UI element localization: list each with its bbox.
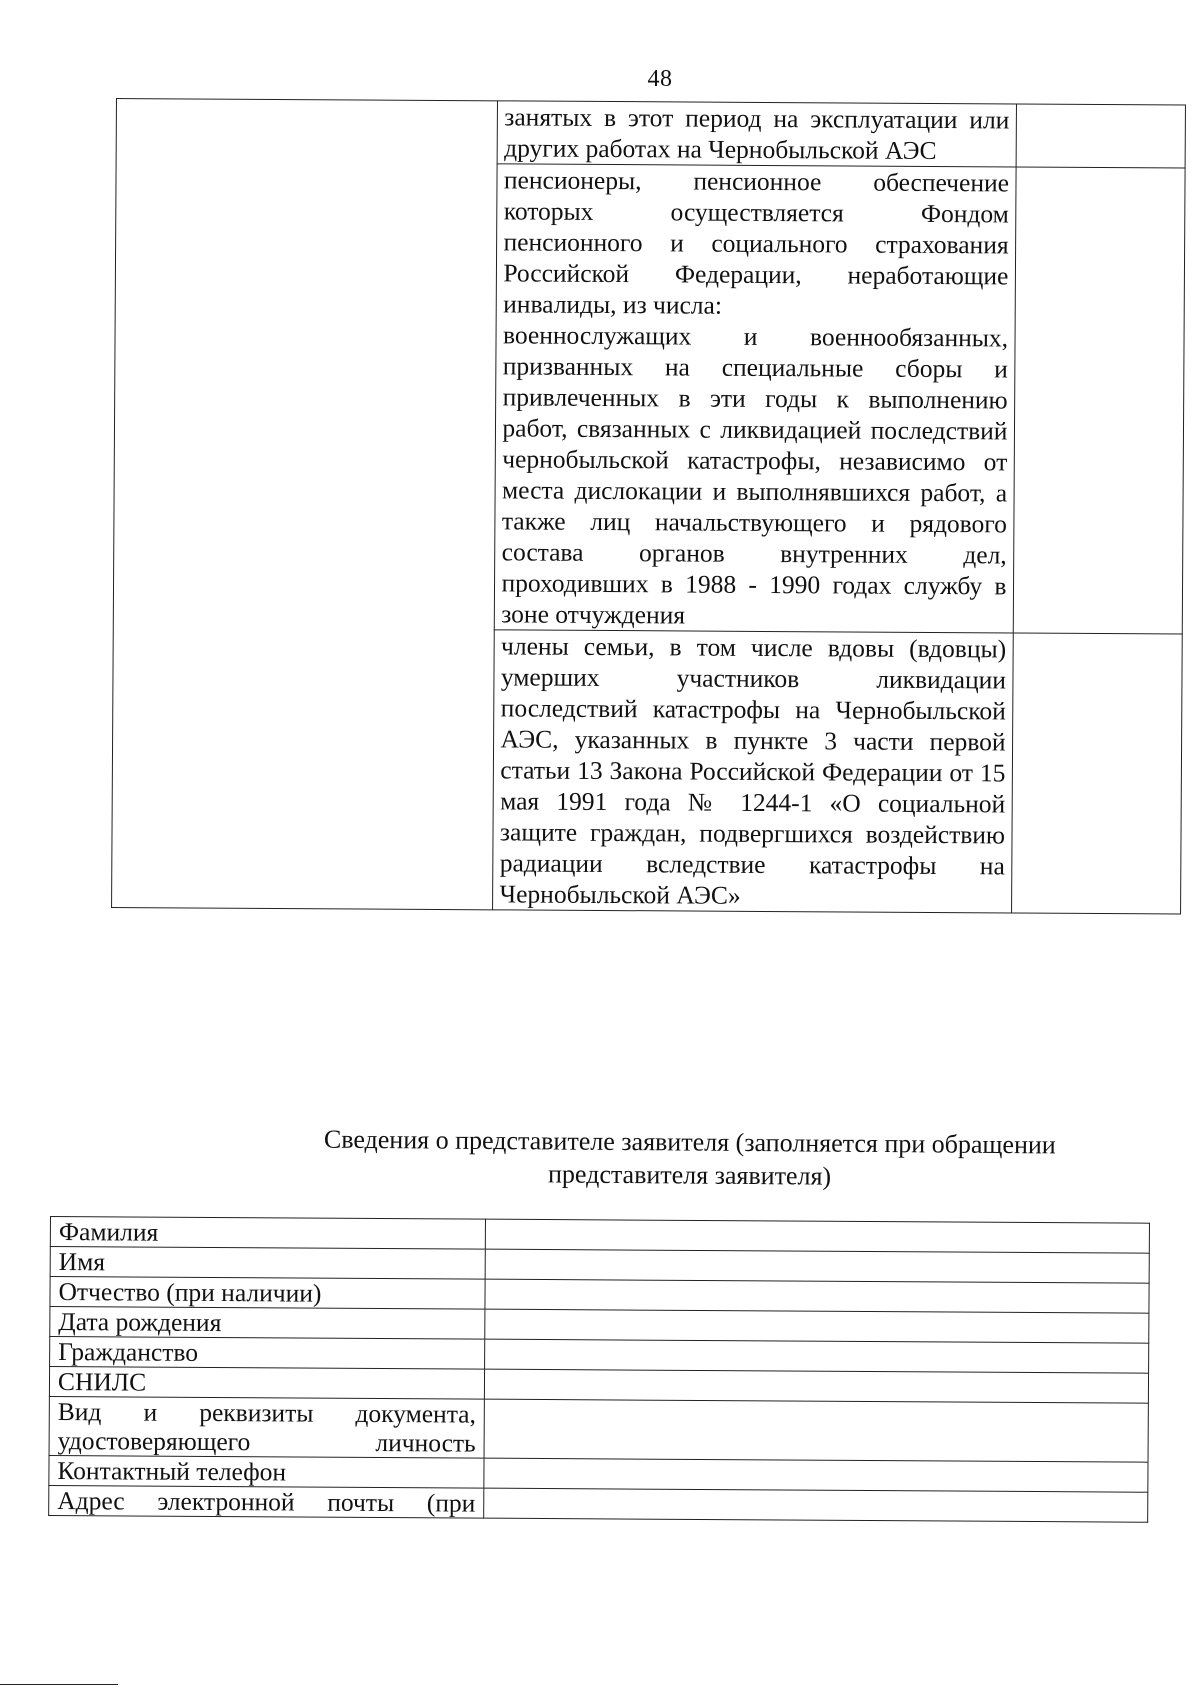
- table-row: [116, 99, 1185, 169]
- field-value-surname[interactable]: [485, 1219, 1149, 1253]
- table-row: [49, 1485, 1148, 1522]
- section-title-line: Сведения о представителе заявителя (заполняется при обращении: [323, 1124, 1056, 1160]
- field-value-patronymic[interactable]: [485, 1279, 1149, 1313]
- field-label-patronymic: Отчество (при наличии): [50, 1277, 485, 1310]
- description-text: пенсионеры, пенсионное обеспечение которых осуществляется Фондом пенсионного и социального страхования Российской Федерации, неработающие инвалиды, из числа:: [503, 165, 1010, 320]
- description-cell: [498, 101, 1016, 167]
- representative-table: [48, 1216, 1150, 1523]
- description-text: занятых в этот период на эксплуатации или других работах на Чернобыльской АЭС: [504, 102, 1010, 166]
- field-value-birth-date[interactable]: [485, 1309, 1149, 1343]
- category-cell: [112, 99, 498, 910]
- description-cell: [493, 630, 1013, 913]
- mark-cell[interactable]: [1016, 104, 1186, 168]
- section-title: [239, 1122, 1139, 1195]
- section-title-line: представителя заявителя): [547, 1159, 832, 1191]
- field-label-id-document: Вид и реквизиты документа, удостоверяющего личность: [49, 1396, 484, 1458]
- mark-cell[interactable]: [1011, 633, 1182, 914]
- field-label-citizenship: Гражданство: [50, 1337, 485, 1370]
- field-label-snils: СНИЛС: [49, 1367, 484, 1400]
- description-text: военнослужащих и военнообязанных, призванных на специальные сборы и привлеченных в эти годы к выполнению работ, связанных с ликвидацией последствий чернобыльской катастрофы, независимо от места дислокации и выполнявшихся работ, а также лиц начальствующего и рядового состава органов внутренних дел, проходивших в 1988 - 1990 годах службу в зоне отчуждения: [501, 320, 1009, 630]
- description-cell: [495, 164, 1016, 633]
- field-value-id-document[interactable]: [484, 1399, 1148, 1462]
- field-value-name[interactable]: [485, 1249, 1149, 1283]
- page-number: 48: [647, 66, 673, 92]
- description-text: члены семьи, в том числе вдовы (вдовцы) умерших участников ликвидации последствий катастрофы на Чернобыльской АЭС, указанных в пункте 3 части первой статьи 13 Закона Российской Федерации от 15 мая 1991 года № 1244-1 «О социальной защите граждан, подвергшихся воздействию радиации вследствие катастрофы на Чернобыльской АЭС»: [499, 631, 1007, 910]
- field-value-phone[interactable]: [484, 1458, 1148, 1492]
- footnote-rule: [0, 1684, 118, 1685]
- benefit-categories-table: [111, 98, 1186, 915]
- field-value-email[interactable]: [484, 1488, 1148, 1522]
- mark-cell[interactable]: [1013, 167, 1185, 634]
- field-label-email: Адрес электронной почты (при: [49, 1485, 484, 1518]
- field-label-birth-date: Дата рождения: [50, 1307, 485, 1340]
- field-label-phone: Контактный телефон: [49, 1455, 484, 1488]
- field-label-surname: Фамилия: [50, 1217, 485, 1250]
- table-row: [49, 1396, 1148, 1462]
- field-value-citizenship[interactable]: [485, 1339, 1149, 1373]
- field-label-name: Имя: [50, 1247, 485, 1280]
- field-value-snils[interactable]: [484, 1369, 1148, 1403]
